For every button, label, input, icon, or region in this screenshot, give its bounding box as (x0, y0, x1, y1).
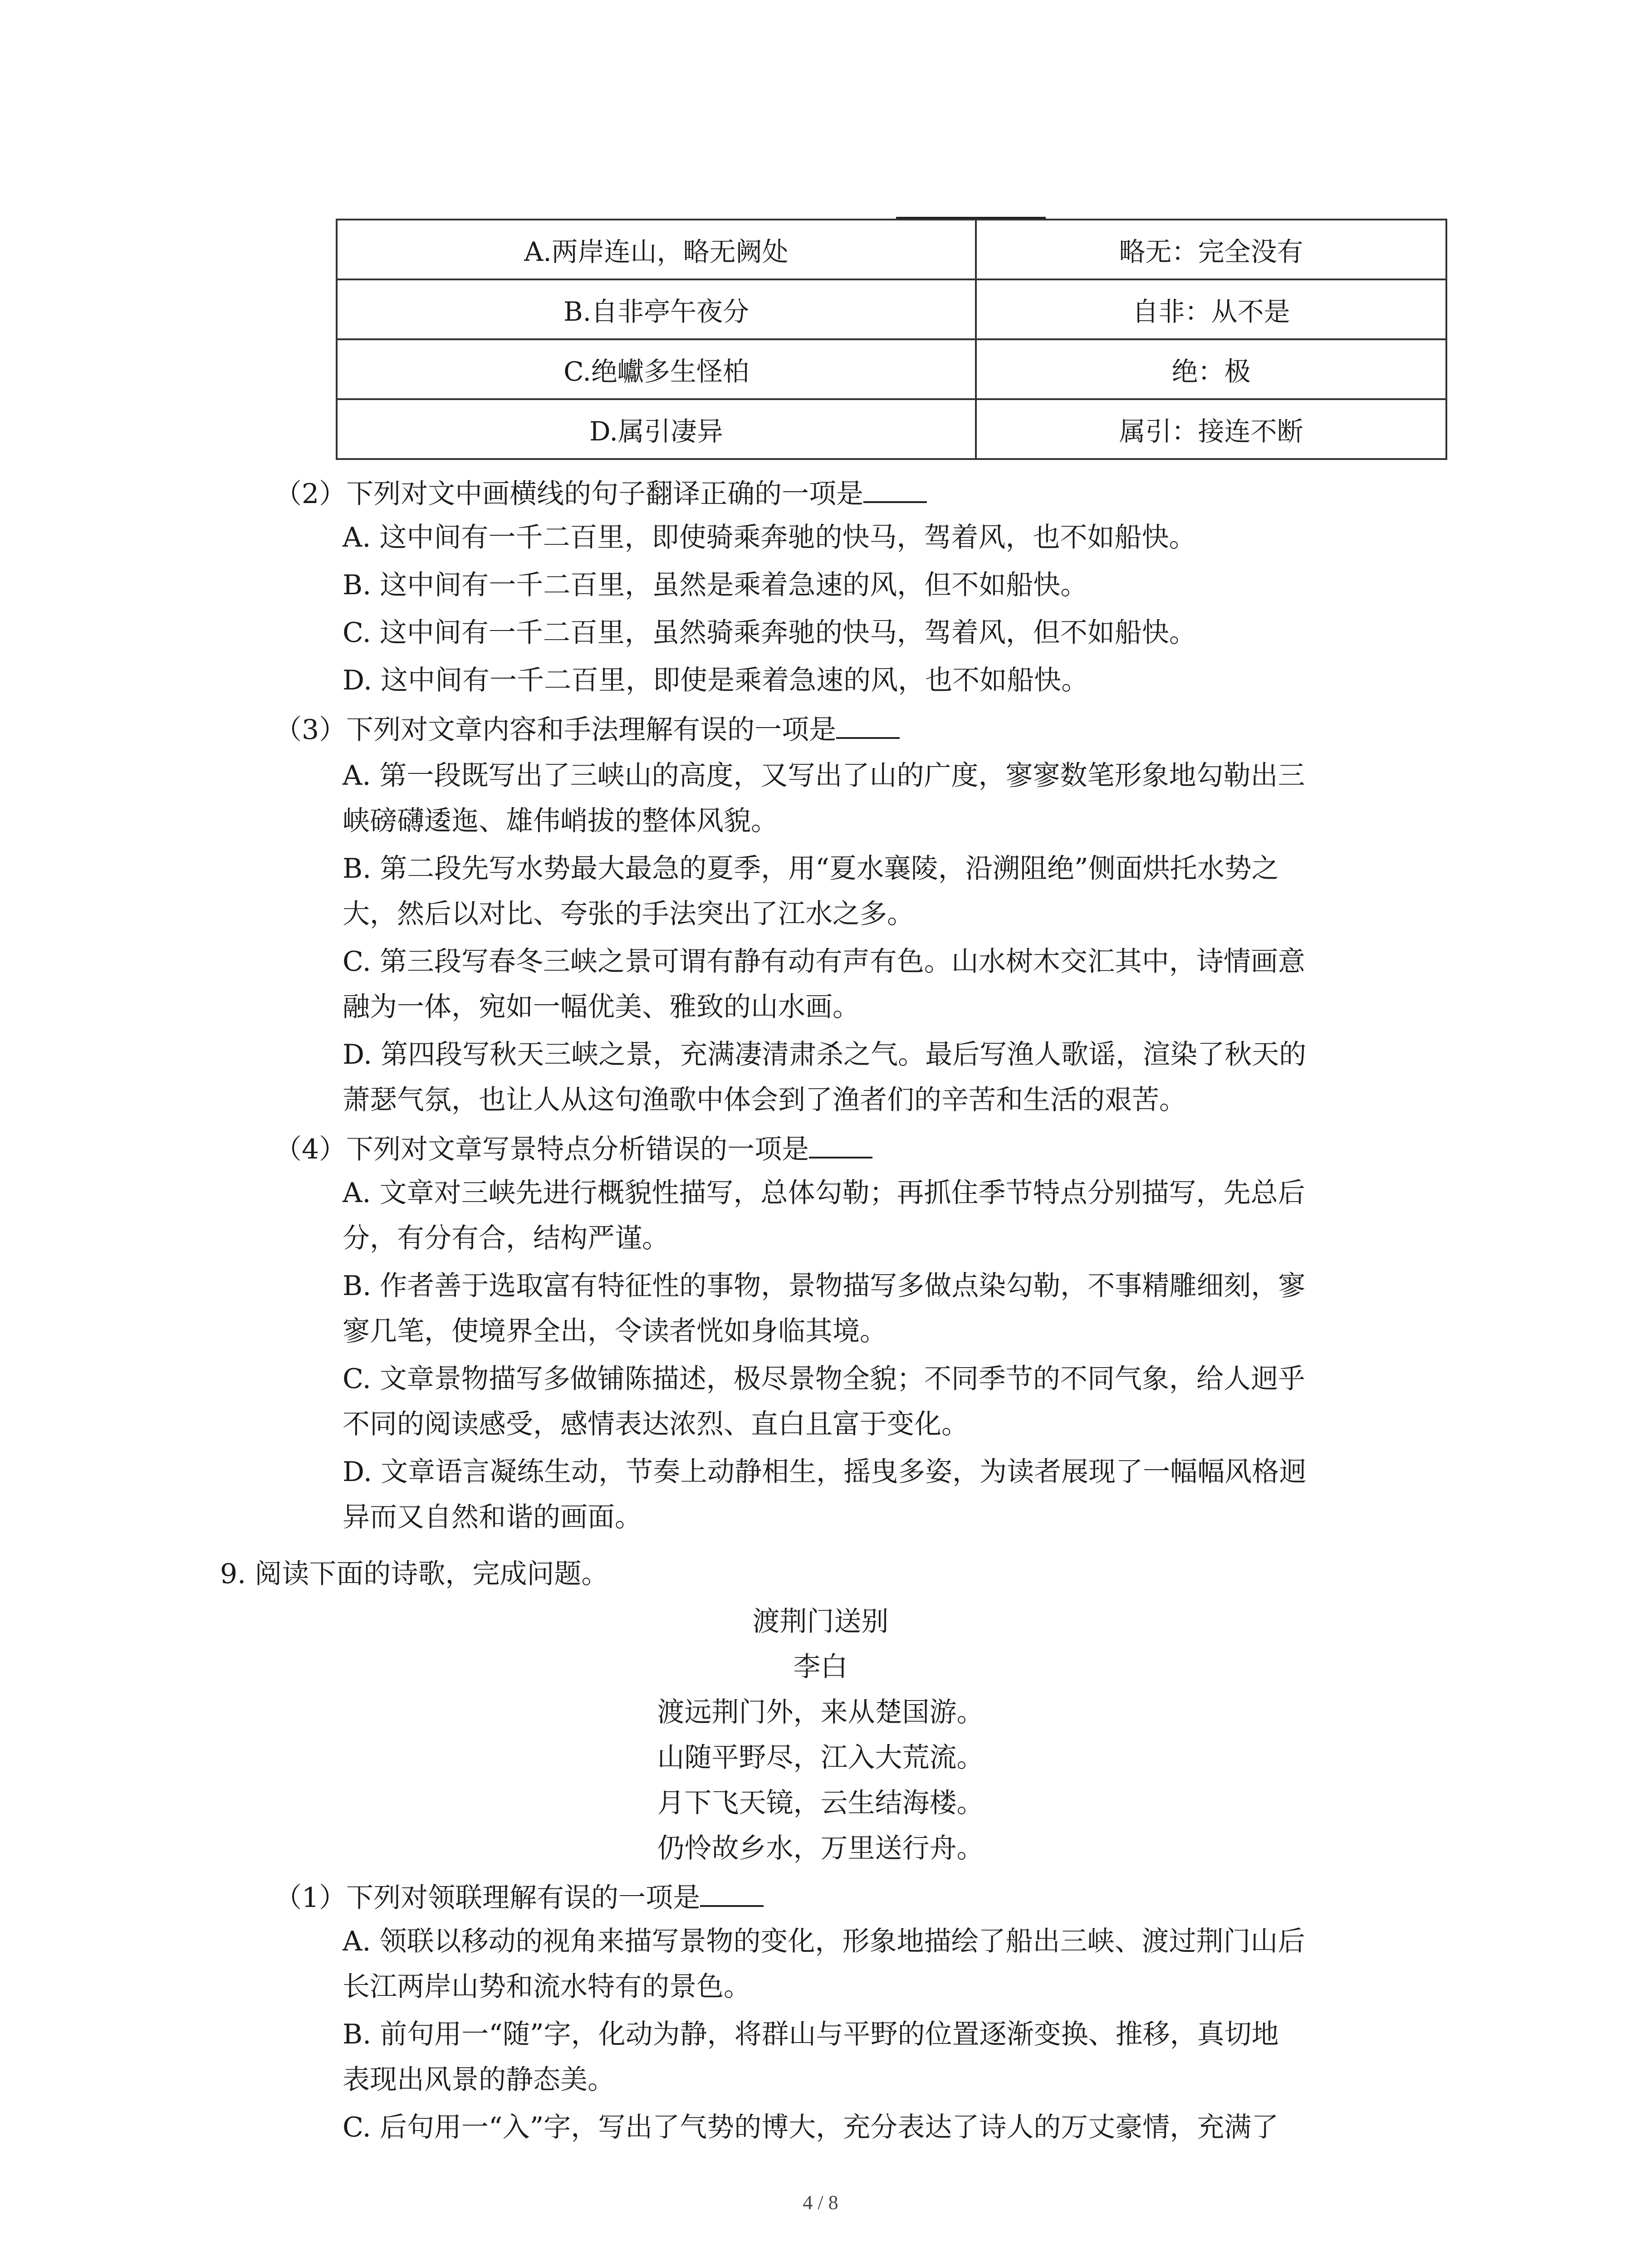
question-4-option-d: D. 文章语言凝练生动，节奏上动静相生，摇曳多姿，为读者展现了一幅幅风格迥 (343, 1456, 1307, 1488)
question-4-option-c-cont: 不同的阅读感受，感情表达浓烈、直白且富于变化。 (343, 1408, 969, 1440)
question-3-option-d: D. 第四段写秋天三峡之景，充满凄清肃杀之气。最后写渔人歌谣，渲染了秋天的 (343, 1039, 1307, 1070)
question-3-stem: （3）下列对文章内容和手法理解有误的一项是 (274, 714, 900, 743)
question-4-option-b: B. 作者善于选取富有特征性的事物，景物描写多做点染勾勒，不事精雕细刻，寥 (343, 1270, 1306, 1302)
table-cell-gloss: 自非：从不是 (976, 279, 1446, 339)
question-2-option-b: B. 这中间有一千二百里，虽然是乘着急速的风，但不如船快。 (343, 569, 1088, 601)
question-3-option-d-cont: 萧瑟气氛，也让人从这句渔歌中体会到了渔者们的辛苦和生活的艰苦。 (343, 1084, 1186, 1116)
question-3-option-a: A. 第一段既写出了三峡山的高度，又写出了山的广度，寥寥数笔形象地勾勒出三 (343, 760, 1305, 792)
answer-blank[interactable] (809, 1134, 872, 1158)
question-2-option-c: C. 这中间有一千二百里，虽然骑乘奔驰的快马，驾着风，但不如船快。 (343, 617, 1196, 649)
question-9-1-option-b-cont: 表现出风景的静态美。 (343, 2064, 615, 2096)
table-cell-sentence: A.两岸连山，略无阙处 (337, 220, 976, 279)
table-cell-sentence: B.自非亭午夜分 (337, 279, 976, 339)
question-3-option-b: B. 第二段先写水势最大最急的夏季，用“夏水襄陵，沿溯阻绝”侧面烘托水势之 (343, 853, 1279, 885)
question-3-option-a-cont: 峡磅礴逶迤、雄伟峭拔的整体风貌。 (343, 805, 778, 837)
question-9-1-option-c: C. 后句用一“入”字，写出了气势的博大，充分表达了诗人的万丈豪情，充满了 (343, 2112, 1279, 2143)
table-cell-gloss: 略无：完全没有 (976, 220, 1446, 279)
poem-line: 渡远荆门外，来从楚国游。 (657, 1696, 984, 1728)
question-4-option-a: A. 文章对三峡先进行概貌性描写，总体勾勒；再抓住季节特点分别描写，先总后 (343, 1177, 1305, 1209)
question-2-stem: （2）下列对文中画横线的句子翻译正确的一项是 (274, 479, 927, 508)
table-cell-gloss: 属引：接连不断 (976, 399, 1446, 459)
question-2-option-d: D. 这中间有一千二百里，即使是乘着急速的风，也不如船快。 (343, 665, 1089, 696)
question-3-option-b-cont: 大，然后以对比、夸张的手法突出了江水之多。 (343, 898, 914, 930)
question-4-option-c: C. 文章景物描写多做铺陈描述，极尽景物全貌；不同季节的不同气象，给人迥乎 (343, 1363, 1305, 1395)
word-gloss-table (336, 219, 1447, 460)
question-3-option-c-cont: 融为一体，宛如一幅优美、雅致的山水画。 (343, 991, 860, 1023)
poem-line: 月下飞天镜，云生结海楼。 (657, 1787, 984, 1819)
question-3-option-c: C. 第三段写春冬三峡之景可谓有静有动有声有色。山水树木交汇其中，诗情画意 (343, 946, 1305, 978)
question-9-1-option-b: B. 前句用一“随”字，化动为静，将群山与平野的位置逐渐变换、推移，真切地 (343, 2019, 1279, 2050)
question-4-option-d-cont: 异而又自然和谐的画面。 (343, 1501, 642, 1533)
answer-blank[interactable] (836, 714, 900, 739)
table-cell-gloss: 绝：极 (976, 339, 1446, 399)
poem-line: 仍怜故乡水，万里送行舟。 (657, 1833, 984, 1864)
question-4-stem: （4）下列对文章写景特点分析错误的一项是 (274, 1134, 872, 1163)
question-2-option-a: A. 这中间有一千二百里，即使骑乘奔驰的快马，驾着风，也不如船快。 (343, 522, 1196, 553)
poem-author: 李白 (793, 1651, 848, 1683)
table-row (337, 279, 1446, 339)
poem-line: 山随平野尽，江入大荒流。 (657, 1742, 984, 1774)
table-cell-sentence: C.绝巘多生怪柏 (337, 339, 976, 399)
table-row (337, 220, 1446, 279)
question-9-1-option-a: A. 领联以移动的视角来描写景物的变化，形象地描绘了船出三峡、渡过荆门山后 (343, 1926, 1305, 1957)
question-9-intro: 9. 阅读下面的诗歌，完成问题。 (220, 1558, 609, 1590)
question-9-1-stem: （1）下列对领联理解有误的一项是 (274, 1882, 764, 1911)
table-row (337, 339, 1446, 399)
answer-blank[interactable] (863, 479, 927, 503)
page-number: 4 / 8 (803, 2191, 838, 2214)
question-4-option-a-cont: 分，有分有合，结构严谨。 (343, 1222, 669, 1254)
question-9-1-option-a-cont: 长江两岸山势和流水特有的景色。 (343, 1971, 751, 2003)
poem-title: 渡荆门送别 (752, 1606, 889, 1637)
question-4-option-b-cont: 寥几笔，使境界全出，令读者恍如身临其境。 (343, 1315, 887, 1347)
answer-blank[interactable] (700, 1882, 764, 1907)
table-row (337, 399, 1446, 459)
table-cell-sentence: D.属引凄异 (337, 399, 976, 459)
